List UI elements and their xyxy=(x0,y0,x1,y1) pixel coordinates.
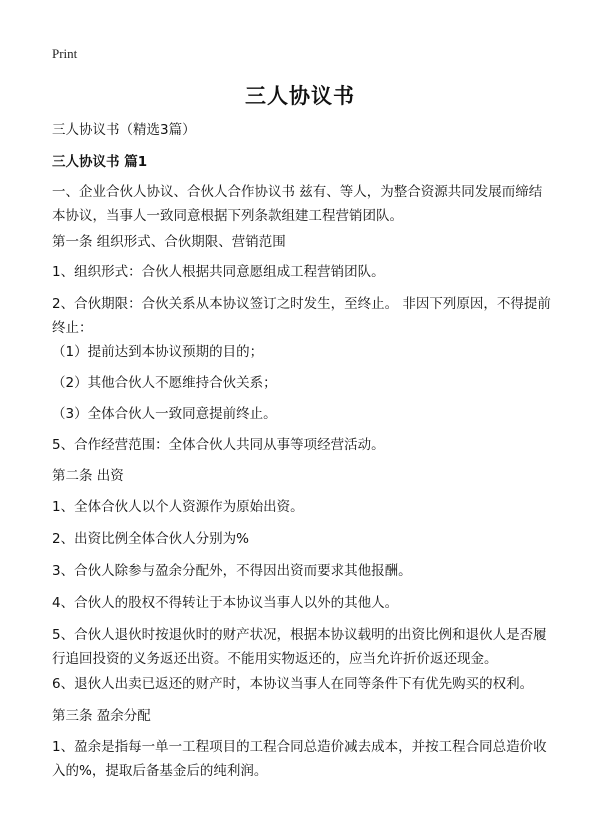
article-heading-2: 第二条 出资 xyxy=(52,468,124,484)
paragraph-sub-item: （1）提前达到本协议预期的目的； xyxy=(52,344,264,360)
paragraph-intro: 一、企业合伙人协议、合伙人合作协议书 兹有、等人，为整合资源共同发展而缔结本协议，当事人一致同意根据下列条款组建工程营销团队。 xyxy=(52,184,543,224)
paragraph-item: 6、退伙人出卖已返还的财产时，本协议当事人在同等条件下有优先购买的权利。 xyxy=(52,676,534,692)
document-subtitle: 三人协议书（精选3篇） xyxy=(52,122,196,138)
paragraph-item: 1、全体合伙人以个人资源作为原始出资。 xyxy=(52,499,304,515)
print-link[interactable]: Print xyxy=(52,46,78,61)
paragraph-item: 5、合作经营范围：全体合伙人共同从事等项经营活动。 xyxy=(52,437,385,453)
article-heading-1: 第一条 组织形式、合伙期限、营销范围 xyxy=(52,234,286,250)
paragraph-item: 2、出资比例全体合伙人分别为% xyxy=(52,531,249,547)
article-heading-3: 第三条 盈余分配 xyxy=(52,708,151,724)
paragraph-item: 1、盈余是指每一单一工程项目的工程合同总造价减去成本，并按工程合同总造价收入的%，提取后备基金后的纯利润。 xyxy=(52,739,547,779)
paragraph-item: 5、合伙人退伙时按退伙时的财产状况，根据本协议载明的出资比例和退伙人是否履行追回投资的义务返还出资。不能用实物返还的，应当允许折价返还现金。 xyxy=(52,627,547,667)
paragraph-sub-item: （3）全体合伙人一致同意提前终止。 xyxy=(52,406,277,422)
paragraph-item: 2、合伙期限：合伙关系从本协议签订之时发生，至终止。 非因下列原因，不得提前终止： xyxy=(52,296,551,336)
paragraph-item: 3、合伙人除参与盈余分配外，不得因出资而要求其他报酬。 xyxy=(52,563,412,579)
section-heading: 三人协议书 篇1 xyxy=(52,154,148,170)
paragraph-sub-item: （2）其他合伙人不愿维持合伙关系； xyxy=(52,375,277,391)
paragraph-item: 4、合伙人的股权不得转让于本协议当事人以外的其他人。 xyxy=(52,595,399,611)
paragraph-item: 1、组织形式：合伙人根据共同意愿组成工程营销团队。 xyxy=(52,264,385,280)
document-title: 三人协议书 xyxy=(245,84,355,108)
